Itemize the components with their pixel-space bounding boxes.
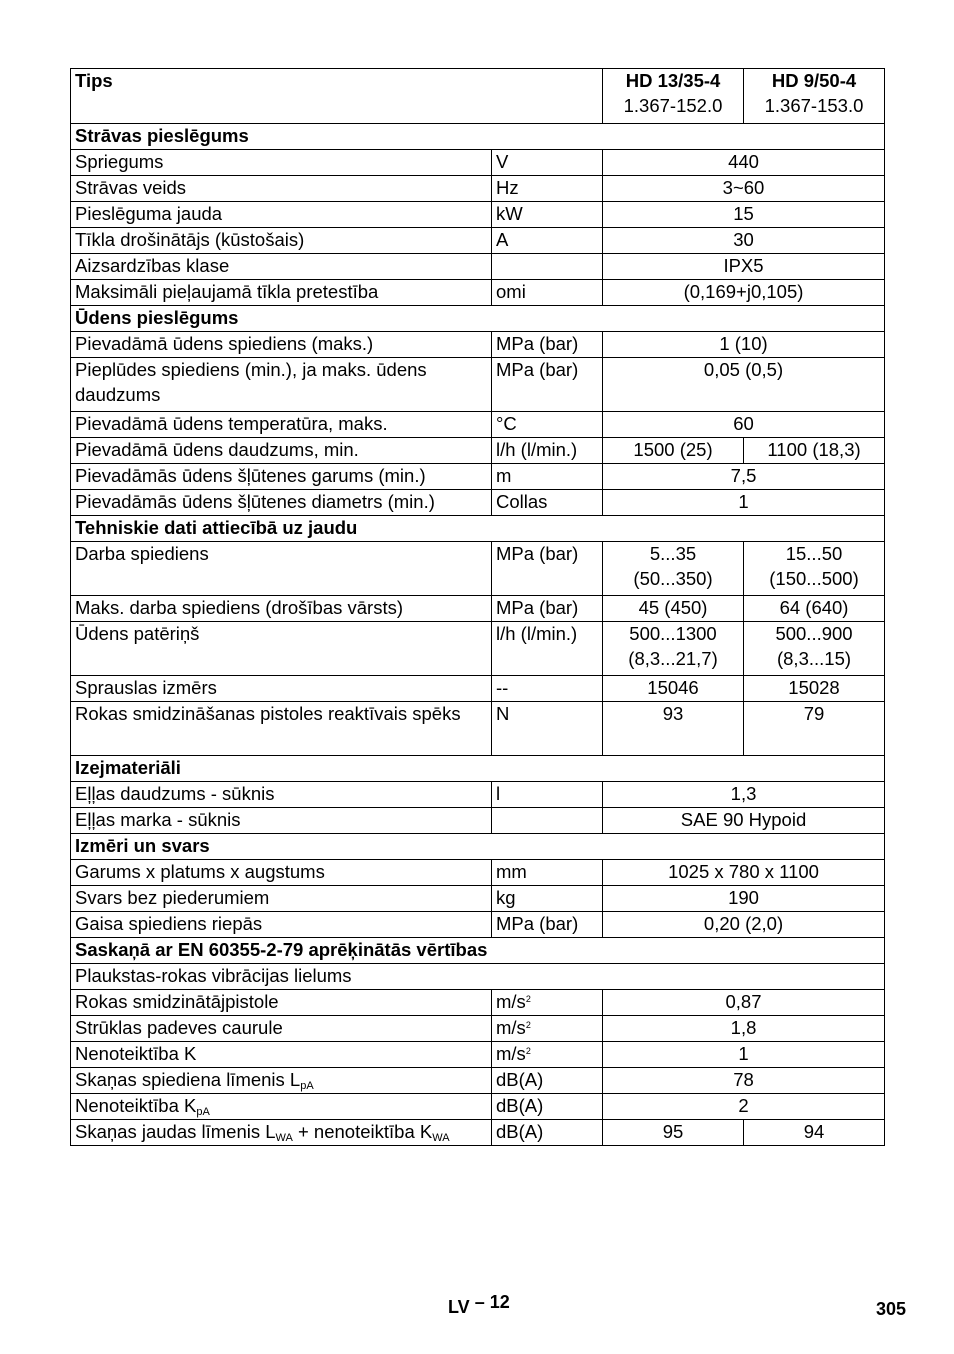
model2-name: HD 9/50-4 [771,70,857,91]
row-label [71,1094,492,1120]
value-line: 15...50 [785,543,843,564]
tips-header: Tips [71,69,603,124]
row-value-model1: 93 [603,702,744,756]
row-value-model1 [603,622,744,676]
table-row [71,280,885,306]
row-value-model2: 15028 [744,676,885,702]
table-row [71,412,885,438]
section-power: Strāvas pieslēgums [71,124,885,150]
label-text: Nenoteiktība K [75,1095,197,1116]
row-unit [492,808,603,834]
row-label: Nenoteiktība K [71,1042,492,1068]
row-value-model2: 94 [744,1120,885,1146]
model2-code: 1.367-153.0 [764,94,864,116]
section-row [71,938,885,964]
row-label: Darba spiediens [71,542,492,596]
value-line: 500...900 [775,623,853,644]
section-row [71,516,885,542]
row-label [71,1068,492,1094]
row-label: Pievadāmā ūdens spiediens (maks.) [71,332,492,358]
value-line: (150...500) [769,567,859,589]
table-row [71,490,885,516]
row-value: 0,20 (2,0) [603,912,885,938]
row-unit: l [492,782,603,808]
table-row [71,782,885,808]
table-row [71,596,885,622]
row-unit [492,1016,603,1042]
table-row [71,332,885,358]
row-value-model1: 95 [603,1120,744,1146]
row-label: Pievadāmās ūdens šļūtenes garums (min.) [71,464,492,490]
row-label: Spriegums [71,150,492,176]
section-row [71,834,885,860]
row-unit: MPa (bar) [492,542,603,596]
table-row [71,676,885,702]
row-label: Aizsardzības klase [71,254,492,280]
row-value: 60 [603,412,885,438]
row-unit: mm [492,860,603,886]
table-row [71,860,885,886]
row-label: Maksimāli pieļaujamā tīkla pretestība [71,280,492,306]
row-label: Ūdens patēriņš [71,622,492,676]
row-value-model2 [744,542,885,596]
table-row [71,176,885,202]
table-row [71,702,885,756]
row-value-model2 [744,622,885,676]
footer-language-page [448,1292,510,1318]
table-row [71,1016,885,1042]
value-line: 5...35 [649,543,697,564]
row-unit: kW [492,202,603,228]
unit-text: m/s [496,1043,526,1064]
label-text: + nenoteiktība K [292,1121,433,1142]
table-row [71,254,885,280]
row-value: 3~60 [603,176,885,202]
row-value: 0,05 (0,5) [603,358,885,412]
row-label: Svars bez piederumiem [71,886,492,912]
model1-code: 1.367-152.0 [623,94,723,116]
row-value-model1 [603,542,744,596]
section-tech: Tehniskie dati attiecībā uz jaudu [71,516,885,542]
table-row [71,1094,885,1120]
row-label: Garums x platums x augstums [71,860,492,886]
row-unit: °C [492,412,603,438]
table-row [71,990,885,1016]
row-label [71,1120,492,1146]
table-row [71,622,885,676]
row-value-model2: 64 (640) [744,596,885,622]
row-value: 78 [603,1068,885,1094]
row-unit: l/h (l/min.) [492,622,603,676]
row-value: 2 [603,1094,885,1120]
row-unit: dB(A) [492,1120,603,1146]
section-water: Ūdens pieslēgums [71,306,885,332]
table-row [71,438,885,464]
model2-header [744,69,885,124]
row-label: Pievadāmās ūdens šļūtenes diametrs (min.) [71,490,492,516]
row-value: SAE 90 Hypoid [603,808,885,834]
row-value: 1025 x 780 x 1100 [603,860,885,886]
row-unit: l/h (l/min.) [492,438,603,464]
row-unit: MPa (bar) [492,358,603,412]
row-unit: MPa (bar) [492,912,603,938]
row-unit: dB(A) [492,1068,603,1094]
row-unit: Hz [492,176,603,202]
technical-data-table [70,68,885,1146]
model1-name: HD 13/35-4 [625,70,721,91]
row-unit: omi [492,280,603,306]
row-value: 15 [603,202,885,228]
row-label: Sprauslas izmērs [71,676,492,702]
row-value: 1,8 [603,1016,885,1042]
row-unit [492,1042,603,1068]
value-line: 500...1300 [629,623,717,644]
table-row [71,886,885,912]
label-sub: pA [300,1080,314,1092]
row-unit: N [492,702,603,756]
table-row [71,1042,885,1068]
row-label: Gaisa spiediens riepās [71,912,492,938]
row-value: (0,169+j0,105) [603,280,885,306]
section-en: Saskaņā ar EN 60355-2-79 aprēķinātās vērtības [71,938,885,964]
section-row [71,756,885,782]
table-row [71,202,885,228]
row-value-model2: 1100 (18,3) [744,438,885,464]
row-unit [492,990,603,1016]
section-dims: Izmēri un svars [71,834,885,860]
row-unit: dB(A) [492,1094,603,1120]
unit-text: m/s [496,1017,526,1038]
row-unit: A [492,228,603,254]
row-value: 1 (10) [603,332,885,358]
label-text: Skaņas spiediena līmenis L [75,1069,301,1090]
unit-sup: 2 [525,994,531,1004]
row-label: Strāvas veids [71,176,492,202]
label-sub: WA [275,1132,293,1144]
row-label: Rokas smidzinātājpistole [71,990,492,1016]
section-row [71,964,885,990]
label-text: Skaņas jaudas līmenis L [75,1121,276,1142]
row-value: 440 [603,150,885,176]
row-label: Strūklas padeves caurule [71,1016,492,1042]
section-consumables: Izejmateriāli [71,756,885,782]
row-value-model2: 79 [744,702,885,756]
unit-text: m/s [496,991,526,1012]
row-label: Eļļas marka - sūknis [71,808,492,834]
row-value-model1: 1500 (25) [603,438,744,464]
model1-header [603,69,744,124]
row-value: 1,3 [603,782,885,808]
table-header-row [71,69,885,124]
row-unit [492,254,603,280]
row-unit: V [492,150,603,176]
table-row [71,1068,885,1094]
label-sub: WA [432,1132,450,1144]
section-vibration: Plaukstas-rokas vibrācijas lielums [71,964,885,990]
page-number: 305 [876,1299,907,1319]
footer-lang: LV [448,1297,470,1317]
row-label: Pievadāmā ūdens daudzums, min. [71,438,492,464]
row-label: Rokas smidzināšanas pistoles reaktīvais spēks [71,702,492,756]
table-row [71,1120,885,1146]
row-value: 1 [603,490,885,516]
row-value: 30 [603,228,885,254]
row-value: 1 [603,1042,885,1068]
row-value: 0,87 [603,990,885,1016]
table-row [71,150,885,176]
table-row [71,464,885,490]
footer-page-index: – 12 [474,1292,510,1312]
table-row [71,912,885,938]
row-label: Maks. darba spiediens (drošības vārsts) [71,596,492,622]
section-row [71,306,885,332]
row-unit: MPa (bar) [492,332,603,358]
table-row [71,542,885,596]
value-line: (8,3...21,7) [628,647,718,669]
row-value: 7,5 [603,464,885,490]
table-row [71,228,885,254]
row-unit: kg [492,886,603,912]
table-row [71,808,885,834]
label-sub: pA [196,1106,210,1118]
unit-sup: 2 [525,1046,531,1056]
unit-sup: 2 [525,1020,531,1030]
row-label: Pieplūdes spiediens (min.), ja maks. ūdens daudzums [71,358,492,412]
row-value: IPX5 [603,254,885,280]
value-line: (50...350) [633,567,713,589]
row-value-model1: 45 (450) [603,596,744,622]
row-unit: Collas [492,490,603,516]
row-label: Eļļas daudzums - sūknis [71,782,492,808]
row-unit: -- [492,676,603,702]
section-row [71,124,885,150]
value-line: (8,3...15) [776,647,852,669]
row-label: Tīkla drošinātājs (kūstošais) [71,228,492,254]
row-label: Pievadāmā ūdens temperatūra, maks. [71,412,492,438]
row-value: 190 [603,886,885,912]
table-row [71,358,885,412]
row-unit: MPa (bar) [492,596,603,622]
row-label: Pieslēguma jauda [71,202,492,228]
row-value-model1: 15046 [603,676,744,702]
row-unit: m [492,464,603,490]
